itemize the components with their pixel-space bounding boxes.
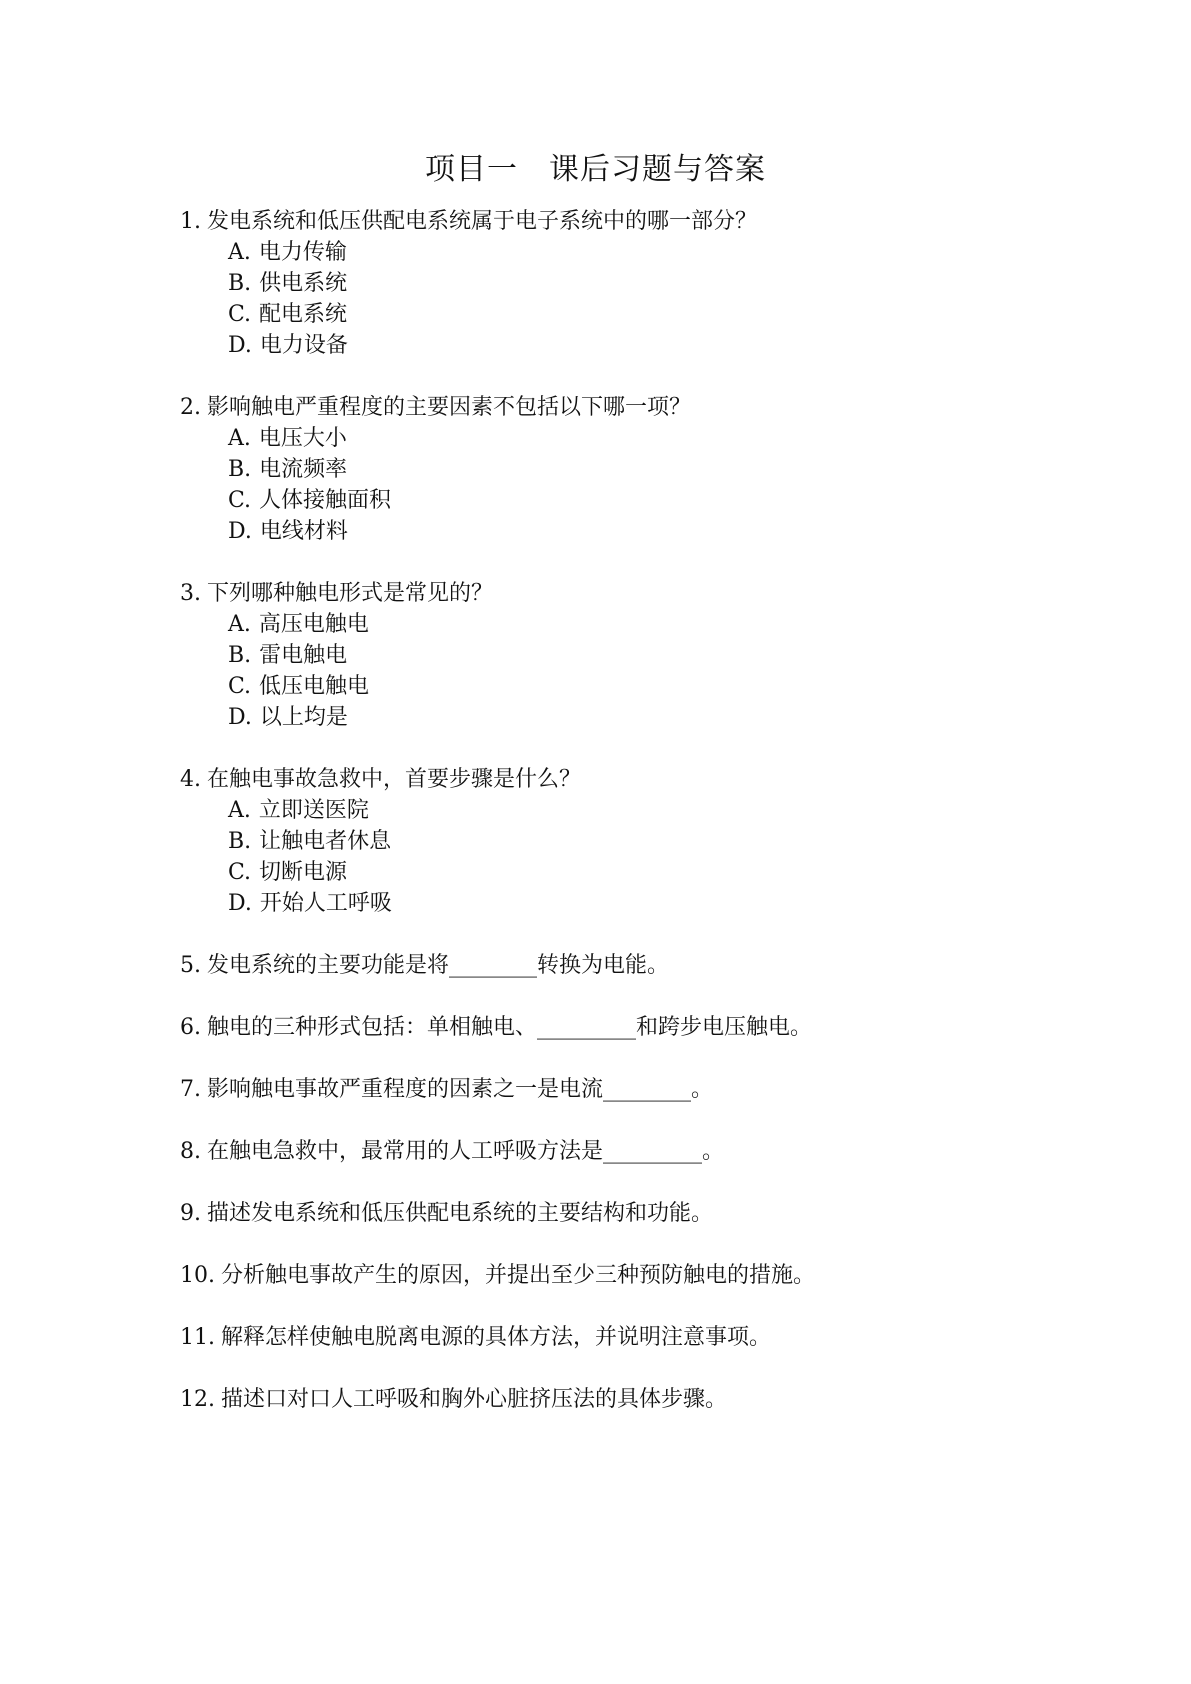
option-d <box>180 516 1080 547</box>
option-b <box>180 640 1080 671</box>
option-letter: C. <box>228 860 252 885</box>
question-12 <box>180 1384 1080 1415</box>
question-number: 12. <box>180 1387 215 1412</box>
question-number: 2. <box>180 395 201 420</box>
question-number: 9. <box>180 1201 201 1226</box>
option-letter: D. <box>228 891 252 916</box>
option-text: 让触电者休息 <box>259 829 392 854</box>
question-number: 7. <box>180 1077 201 1102</box>
option-letter: A. <box>228 240 251 265</box>
option-text: 配电系统 <box>259 302 348 327</box>
question-1 <box>180 206 1080 237</box>
question-number: 4. <box>180 767 201 792</box>
question-text: 在触电急救中，最常用的人工呼吸方法是_________。 <box>207 1139 725 1164</box>
question-text: 发电系统的主要功能是将________转换为电能。 <box>207 953 670 978</box>
option-letter: A. <box>228 426 251 451</box>
option-letter: B. <box>228 829 252 854</box>
option-letter: D. <box>228 333 252 358</box>
question-text: 描述发电系统和低压供配电系统的主要结构和功能。 <box>207 1201 714 1226</box>
question-number: 6. <box>180 1015 201 1040</box>
question-text: 触电的三种形式包括：单相触电、_________和跨步电压触电。 <box>207 1015 813 1040</box>
option-text: 开始人工呼吸 <box>259 891 392 916</box>
option-text: 以上均是 <box>259 705 348 730</box>
option-letter: A. <box>228 798 251 823</box>
option-letter: B. <box>228 643 252 668</box>
option-letter: A. <box>228 612 251 637</box>
question-number: 1. <box>180 209 201 234</box>
option-letter: D. <box>228 519 252 544</box>
option-a <box>180 423 1080 454</box>
question-number: 10. <box>180 1263 215 1288</box>
option-c <box>180 857 1080 888</box>
option-a <box>180 795 1080 826</box>
question-5 <box>180 950 1080 981</box>
question-text: 影响触电事故严重程度的因素之一是电流________。 <box>207 1077 714 1102</box>
question-11 <box>180 1322 1080 1353</box>
question-number: 11. <box>180 1325 215 1350</box>
question-7 <box>180 1074 1080 1105</box>
option-c <box>180 671 1080 702</box>
option-letter: D. <box>228 705 252 730</box>
question-8 <box>180 1136 1080 1167</box>
option-b <box>180 826 1080 857</box>
option-text: 电力传输 <box>258 240 347 265</box>
option-text: 雷电触电 <box>259 643 348 668</box>
question-6 <box>180 1012 1080 1043</box>
question-9 <box>180 1198 1080 1229</box>
option-text: 供电系统 <box>259 271 348 296</box>
page-title: 项目一 课后习题与答案 <box>425 152 766 187</box>
option-c <box>180 299 1080 330</box>
question-text: 在触电事故急救中，首要步骤是什么？ <box>207 767 582 792</box>
option-text: 立即送医院 <box>258 798 369 823</box>
option-d <box>180 888 1080 919</box>
option-b <box>180 268 1080 299</box>
option-letter: C. <box>228 674 252 699</box>
option-d <box>180 330 1080 361</box>
question-list <box>180 206 1080 1415</box>
question-text: 分析触电事故产生的原因，并提出至少三种预防触电的措施。 <box>221 1263 816 1288</box>
question-number: 8. <box>180 1139 201 1164</box>
option-text: 人体接触面积 <box>259 488 392 513</box>
question-4 <box>180 764 1080 795</box>
option-text: 电力设备 <box>259 333 348 358</box>
option-text: 电压大小 <box>258 426 347 451</box>
option-letter: C. <box>228 488 252 513</box>
question-3 <box>180 578 1080 609</box>
question-number: 3. <box>180 581 201 606</box>
option-letter: C. <box>228 302 252 327</box>
question-2 <box>180 392 1080 423</box>
option-letter: B. <box>228 271 252 296</box>
option-text: 电流频率 <box>259 457 348 482</box>
question-text: 发电系统和低压供配电系统属于电子系统中的哪一部分？ <box>207 209 758 234</box>
question-number: 5. <box>180 953 201 978</box>
option-d <box>180 702 1080 733</box>
option-text: 低压电触电 <box>259 674 370 699</box>
option-text: 高压电触电 <box>258 612 369 637</box>
question-text: 解释怎样使触电脱离电源的具体方法，并说明注意事项。 <box>221 1325 772 1350</box>
option-a <box>180 237 1080 268</box>
question-text: 影响触电严重程度的主要因素不包括以下哪一项？ <box>207 395 692 420</box>
option-c <box>180 485 1080 516</box>
option-text: 切断电源 <box>259 860 348 885</box>
option-a <box>180 609 1080 640</box>
question-10 <box>180 1260 1080 1291</box>
question-text: 描述口对口人工呼吸和胸外心脏挤压法的具体步骤。 <box>221 1387 728 1412</box>
option-b <box>180 454 1080 485</box>
question-text: 下列哪种触电形式是常见的？ <box>207 581 494 606</box>
option-text: 电线材料 <box>259 519 348 544</box>
option-letter: B. <box>228 457 252 482</box>
